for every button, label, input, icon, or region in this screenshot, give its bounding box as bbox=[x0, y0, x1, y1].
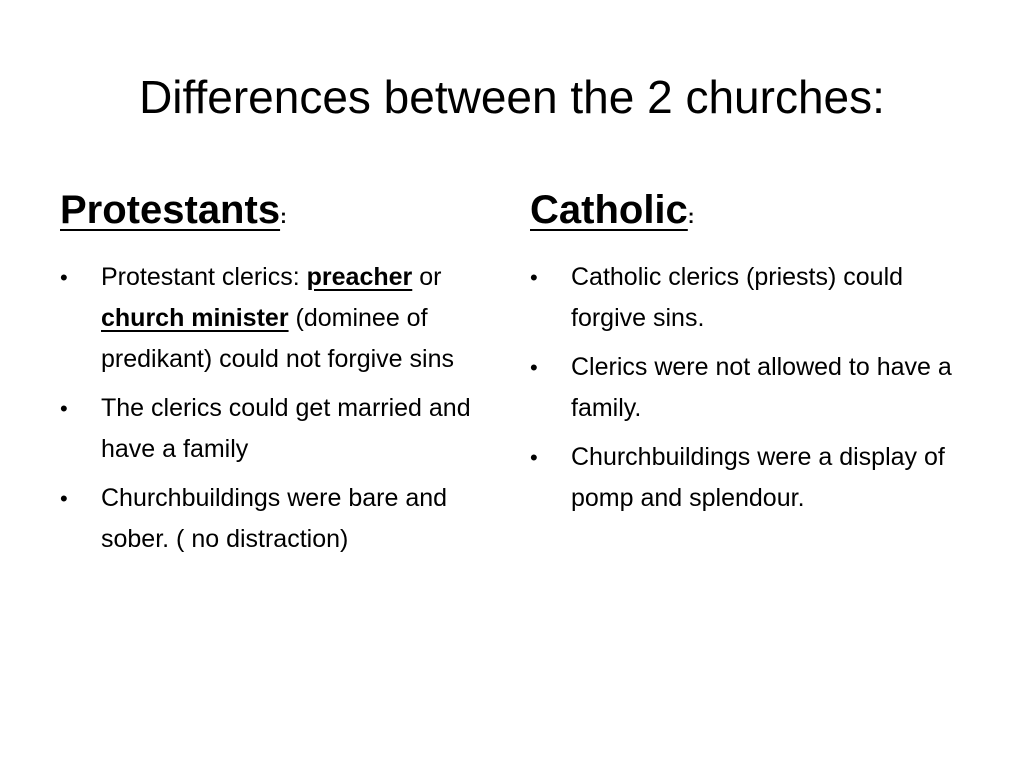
bullet-text: Churchbuildings were a display of pomp and splendour. bbox=[571, 443, 945, 512]
list-item bbox=[60, 478, 500, 560]
bullet-text-part: (dominee of predikant) could not forgive sins bbox=[101, 304, 454, 373]
catholic-bullet-list bbox=[530, 257, 970, 519]
bullet-text-part: or bbox=[412, 263, 442, 291]
protestants-heading bbox=[60, 184, 500, 243]
bullet-icon: • bbox=[60, 396, 68, 421]
bullet-icon: • bbox=[60, 486, 68, 511]
list-item bbox=[60, 257, 500, 380]
catholic-heading bbox=[530, 184, 970, 243]
bullet-text: Churchbuildings were bare and sober. ( no distraction) bbox=[101, 484, 448, 553]
bullet-icon: • bbox=[530, 355, 538, 380]
catholic-heading-colon: : bbox=[687, 206, 695, 228]
bullet-text-part: Protestant clerics: bbox=[101, 263, 307, 291]
catholic-heading-text: Catholic bbox=[530, 188, 688, 232]
list-item bbox=[530, 347, 970, 429]
bullet-text: Clerics were not allowed to have a family. bbox=[571, 353, 952, 422]
list-item bbox=[60, 388, 500, 470]
catholic-column bbox=[530, 184, 970, 527]
bullet-icon: • bbox=[60, 265, 68, 290]
protestants-heading-text: Protestants bbox=[60, 188, 281, 232]
keyword-church-minister: church minister bbox=[101, 304, 289, 332]
keyword-preacher: preacher bbox=[306, 263, 413, 291]
slide-title: Differences between the 2 churches: bbox=[139, 71, 885, 123]
bullet-icon: • bbox=[530, 445, 538, 470]
list-item bbox=[530, 257, 970, 339]
bullet-text: Catholic clerics (priests) could forgive sins. bbox=[571, 263, 904, 332]
protestants-bullet-list bbox=[60, 257, 500, 560]
bullet-icon: • bbox=[530, 265, 538, 290]
list-item bbox=[530, 437, 970, 519]
bullet-text: The clerics could get married and have a family bbox=[101, 394, 471, 463]
protestants-heading-colon: : bbox=[280, 206, 287, 228]
protestants-column bbox=[60, 184, 500, 568]
